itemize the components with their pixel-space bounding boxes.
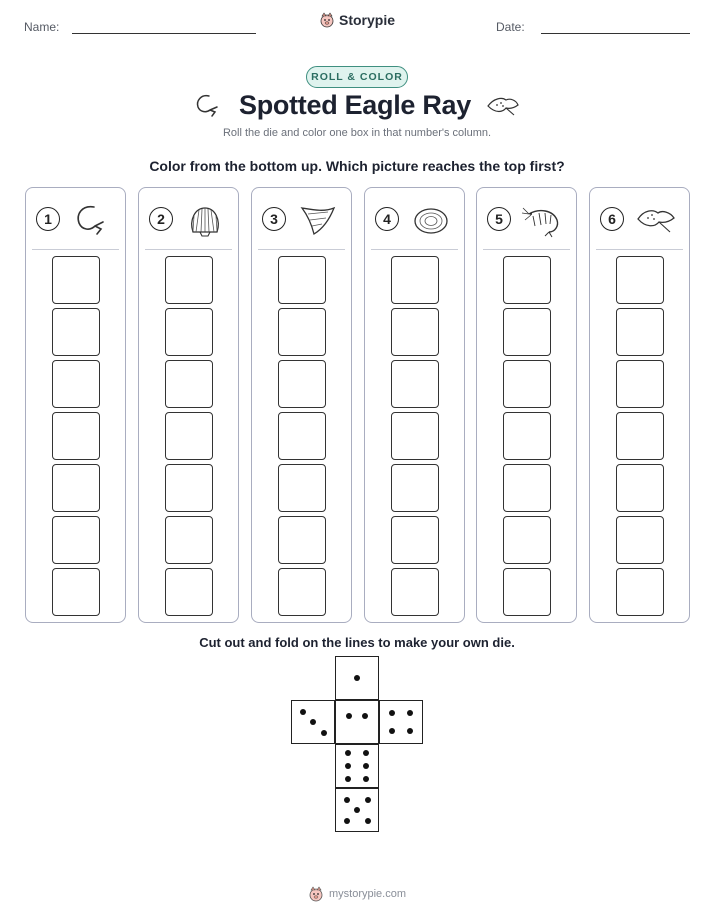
activity-badge: ROLL & COLOR <box>306 66 408 88</box>
die-pip <box>362 713 368 719</box>
column-header <box>365 202 464 242</box>
color-box[interactable] <box>52 256 100 304</box>
color-box[interactable] <box>391 360 439 408</box>
die-face-3 <box>291 700 335 744</box>
color-box[interactable] <box>278 568 326 616</box>
color-box[interactable] <box>503 516 551 564</box>
die-pip <box>363 776 369 782</box>
color-box[interactable] <box>616 464 664 512</box>
die-pip <box>346 713 352 719</box>
column-number: 3 <box>262 207 286 231</box>
color-box[interactable] <box>165 412 213 460</box>
color-box[interactable] <box>52 568 100 616</box>
column-number: 4 <box>375 207 399 231</box>
color-box[interactable] <box>616 412 664 460</box>
die-pip <box>345 776 351 782</box>
color-box[interactable] <box>503 464 551 512</box>
column-divider <box>32 249 119 250</box>
color-box[interactable] <box>391 308 439 356</box>
fish-hook-icon <box>68 202 116 238</box>
color-box[interactable] <box>616 516 664 564</box>
die-pip <box>389 710 395 716</box>
color-box[interactable] <box>278 464 326 512</box>
eagle-ray-icon <box>485 93 521 119</box>
die-pip <box>407 710 413 716</box>
color-box[interactable] <box>503 308 551 356</box>
color-box[interactable] <box>278 256 326 304</box>
color-box[interactable] <box>165 360 213 408</box>
column-header <box>590 202 689 242</box>
color-box[interactable] <box>52 360 100 408</box>
color-box[interactable] <box>503 256 551 304</box>
color-box[interactable] <box>52 516 100 564</box>
die-pip <box>363 750 369 756</box>
color-box[interactable] <box>616 308 664 356</box>
die-pip <box>300 709 306 715</box>
die-pip <box>344 797 350 803</box>
die-pip <box>365 818 371 824</box>
die-pip <box>354 675 360 681</box>
die-pip <box>389 728 395 734</box>
column-1 <box>25 187 126 623</box>
die-face-4 <box>379 700 423 744</box>
name-line[interactable] <box>72 33 256 34</box>
die-instruction: Cut out and fold on the lines to make your own die. <box>199 635 515 650</box>
die-face-5 <box>335 788 379 832</box>
column-header <box>252 202 351 242</box>
fish-hook-icon <box>193 92 225 120</box>
eagle-ray-icon <box>632 202 680 238</box>
color-box[interactable] <box>391 516 439 564</box>
shrimp-icon <box>519 202 567 238</box>
die-pip <box>354 807 360 813</box>
color-box[interactable] <box>52 308 100 356</box>
die-pip <box>345 750 351 756</box>
die-pip <box>344 818 350 824</box>
color-box[interactable] <box>616 568 664 616</box>
footer-url[interactable]: mystorypie.com <box>328 888 407 900</box>
die-pip <box>363 763 369 769</box>
column-header <box>139 202 238 242</box>
column-header <box>477 202 576 242</box>
color-box[interactable] <box>391 464 439 512</box>
column-number: 5 <box>487 207 511 231</box>
brand-name: Storypie <box>338 12 395 28</box>
color-box[interactable] <box>278 308 326 356</box>
color-box[interactable] <box>503 360 551 408</box>
color-box[interactable] <box>503 568 551 616</box>
column-header <box>26 202 125 242</box>
color-box[interactable] <box>278 516 326 564</box>
color-box[interactable] <box>165 308 213 356</box>
brand-logo <box>0 12 714 28</box>
die-pip <box>310 719 316 725</box>
footer <box>0 886 714 902</box>
column-3 <box>251 187 352 623</box>
column-divider <box>145 249 232 250</box>
column-divider <box>596 249 683 250</box>
color-box[interactable] <box>616 360 664 408</box>
die-pip <box>345 763 351 769</box>
pig-mascot-icon <box>308 886 324 902</box>
color-box[interactable] <box>165 464 213 512</box>
die-face-2 <box>335 700 379 744</box>
column-divider <box>483 249 570 250</box>
subtitle: Roll the die and color one box in that number's column. <box>222 127 492 139</box>
date-line[interactable] <box>541 33 690 34</box>
color-box[interactable] <box>278 412 326 460</box>
die-pip <box>321 730 327 736</box>
color-box[interactable] <box>278 360 326 408</box>
color-box[interactable] <box>391 568 439 616</box>
scallop-shell-icon <box>181 202 229 238</box>
column-2 <box>138 187 239 623</box>
color-box[interactable] <box>165 516 213 564</box>
die-pip <box>407 728 413 734</box>
color-box[interactable] <box>52 464 100 512</box>
color-box[interactable] <box>165 256 213 304</box>
name-label: Name: <box>24 20 60 34</box>
color-box[interactable] <box>503 412 551 460</box>
column-number: 6 <box>600 207 624 231</box>
column-5 <box>476 187 577 623</box>
die-pip <box>365 797 371 803</box>
color-box[interactable] <box>165 568 213 616</box>
die-face-1 <box>335 656 379 700</box>
column-number: 1 <box>36 207 60 231</box>
column-6 <box>589 187 690 623</box>
color-box[interactable] <box>391 256 439 304</box>
page-title: Spotted Eagle Ray <box>239 90 471 120</box>
fish-fin-icon <box>294 202 342 238</box>
column-number: 2 <box>149 207 173 231</box>
column-divider <box>258 249 345 250</box>
date-label: Date: <box>496 20 525 34</box>
die-face-6 <box>335 744 379 788</box>
column-4 <box>364 187 465 623</box>
title-row <box>0 90 714 121</box>
instruction: Color from the bottom up. Which picture reaches the top first? <box>149 158 565 174</box>
color-box[interactable] <box>616 256 664 304</box>
color-box[interactable] <box>52 412 100 460</box>
column-divider <box>371 249 458 250</box>
clam-shell-icon <box>407 202 455 238</box>
color-box[interactable] <box>391 412 439 460</box>
pig-mascot-icon <box>319 12 335 28</box>
